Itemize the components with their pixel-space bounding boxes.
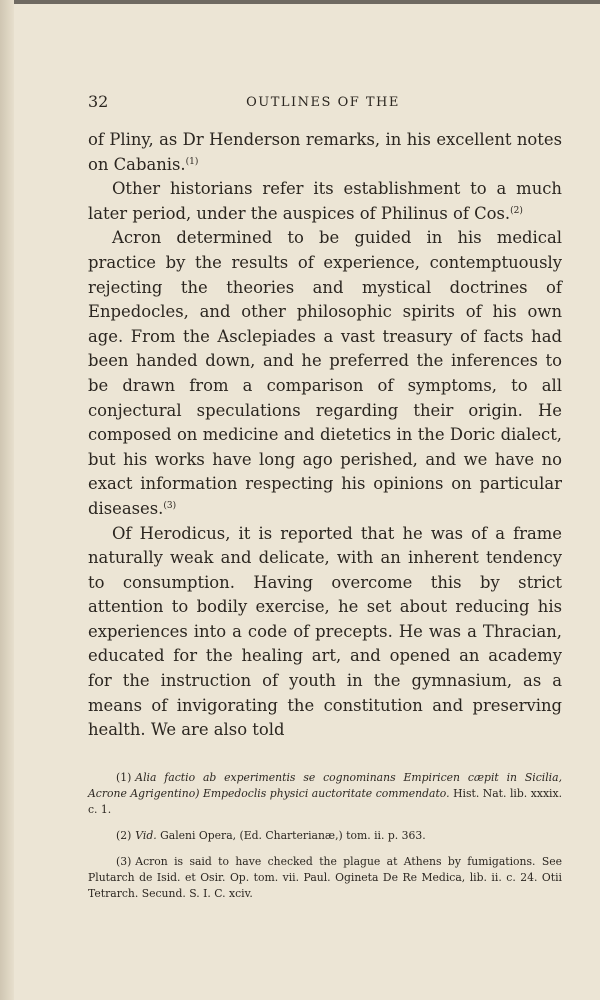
footnote-2-italic: Vid.: [135, 829, 157, 842]
footnote-3: [88, 854, 562, 902]
page-binding-edge: [0, 0, 14, 1000]
paragraph-1-text: of Pliny, as Dr Henderson remarks, in his excellent notes on Cabanis.: [88, 130, 562, 174]
paragraph-2: [88, 177, 562, 226]
paragraph-3-text: Acron determined to be guided in his medical practice by the results of experience, contemptuously rejecting the theories and mystical doctrines of Enpedocles, and other philosophic spirits of his own age. From the Asclepiades a vast treasury of facts had been handed down, and he preferred the inferences to be drawn from a comparison of symptoms, to all conjectural speculations regarding their origin. He composed on medicine and dietetics in the Doric dialect, but his works have long ago perished, and we have no exact information respecting his opinions on particular diseases.: [88, 228, 562, 518]
footnote-ref-2: (2): [510, 205, 523, 216]
paragraph-1: [88, 128, 562, 177]
footnote-2-number: (2): [116, 829, 132, 842]
page-top-border: [0, 0, 600, 4]
footnote-1-rest: Hist. Nat. lib. xxxix. c. 1.: [88, 787, 563, 816]
footnote-2: [88, 828, 562, 844]
body-text: [88, 128, 562, 743]
paragraph-3: [88, 226, 562, 521]
footnote-ref-1: (1): [185, 156, 199, 167]
paragraph-4: [88, 522, 562, 743]
footnote-1-number: (1): [116, 771, 132, 784]
footnote-1: [88, 770, 562, 818]
paragraph-4-text: Of Herodicus, it is reported that he was of a frame naturally weak and delicate, with an inherent tendency to consumption. Having overcome this by strict attention to bodily exercise, he set about reducing his experiences into a code of precepts. He was a Thracian, educated for the healing art, and opened an academy for the instruction of youth in the gymnasium, as a means of invigorating the constitution and preserving health. We are also told: [88, 523, 562, 740]
footnote-2-rest: Galeni Opera, (Ed. Charterianæ,) tom. ii. p. 363.: [160, 829, 426, 842]
footnote-3-number: (3): [116, 855, 132, 868]
paragraph-2-text: Other historians refer its establishment to a much later period, under the auspices of Philinus of Cos.: [88, 179, 562, 223]
footnotes: [88, 770, 562, 912]
footnote-3-text: Acron is said to have checked the plague at Athens by fumigations. See Plutarch de Isid. et Osir. Op. tom. vii. Paul. Ogineta De Re Medica, lib. ii. c. 24. Otii Tetrarch. Secund. S. I. C. xciv.: [88, 855, 562, 900]
page-header: [88, 92, 558, 116]
footnote-1-italic: Alia factio ab experimentis se cognominans Empiricen cæpit in Sicilia, Acrone Agrigentino) Empedoclis physici auctoritate commendato.: [88, 771, 562, 800]
footnote-ref-3: (3): [163, 500, 177, 511]
running-title: OUTLINES OF THE: [246, 95, 400, 110]
page-number: 32: [88, 92, 109, 111]
